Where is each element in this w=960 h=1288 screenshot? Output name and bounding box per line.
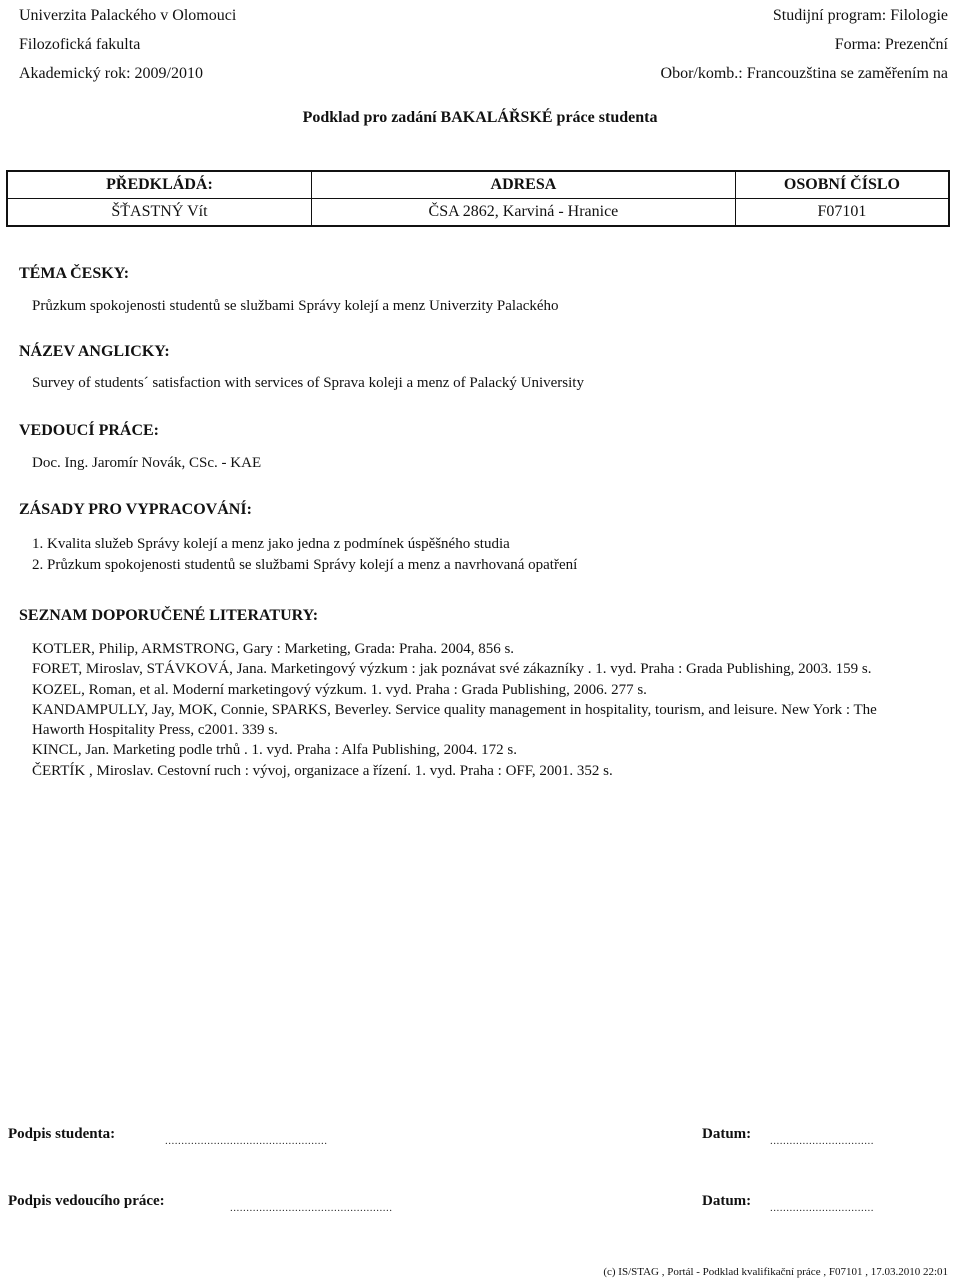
info-table-value-row bbox=[7, 199, 949, 227]
student-date-line: ................................ bbox=[770, 1135, 874, 1147]
faculty-name: Filozofická fakulta bbox=[19, 36, 141, 53]
header-submitter: PŘEDKLÁDÁ: bbox=[7, 171, 311, 199]
info-table-header-row bbox=[7, 171, 949, 199]
supervisor-date-label: Datum: bbox=[702, 1193, 752, 1209]
university-name: Univerzita Palackého v Olomouci bbox=[19, 7, 237, 24]
topic-en-text: Survey of students´ satisfaction with services of Sprava koleji a menz of Palacký University bbox=[32, 375, 584, 391]
student-signature-label: Podpis studenta: bbox=[8, 1126, 116, 1142]
personal-number: F07101 bbox=[735, 199, 949, 227]
supervisor-signature-line: .................................................. bbox=[230, 1202, 393, 1214]
supervisor-date-line: ................................ bbox=[770, 1202, 874, 1214]
supervisor-heading: VEDOUCÍ PRÁCE: bbox=[19, 422, 159, 439]
literature-list: KOTLER, Philip, ARMSTRONG, Gary : Marketing, Grada: Praha. 2004, 856 s. FORET, Miroslav, STÁVKOVÁ, Jana. Marketingový výzkum : jak poznávat své zákazníky . 1. vyd. Praha : Grada Publishing, 2003. 159 s. KOZEL, Roman, et al. Moderní marketingový výzkum. 1. vyd. Praha : Grada Publishing, 2006. 277 s. KANDAMPULLY, Jay, MOK, Connie, SPARKS, Beverley. Service quality management in hospitality, tourism, and leisure. New York : The Haworth Hospitality Press, c2001. 339 s. KINCL, Jan. Marketing podle trhů . 1. vyd. Praha : Alfa Publishing, 2004. 172 s. ČERTÍK , Miroslav. Cestovní ruch : vývoj, organizace a řízení. 1. vyd. Praha : OFF, 2001. 352 s. bbox=[32, 641, 877, 779]
principles-heading: ZÁSADY PRO VYPRACOVÁNÍ: bbox=[19, 501, 252, 518]
academic-year: Akademický rok: 2009/2010 bbox=[19, 65, 203, 82]
submitter-name: ŠŤASTNÝ Vít bbox=[7, 199, 311, 227]
student-signature-line: .................................................. bbox=[165, 1135, 328, 1147]
student-address: ČSA 2862, Karviná - Hranice bbox=[311, 199, 735, 227]
page-title: Podklad pro zadání BAKALÁŘSKÉ práce studenta bbox=[302, 109, 658, 126]
supervisor-text: Doc. Ing. Jaromír Novák, CSc. - KAE bbox=[32, 455, 262, 471]
footer-text: (c) IS/STAG , Portál - Podklad kvalifikační práce , F07101 , 17.03.2010 22:01 bbox=[603, 1266, 948, 1278]
study-form: Forma: Prezenční bbox=[834, 36, 948, 53]
topic-cz-text: Průzkum spokojenosti studentů se službami Správy kolejí a menz Univerzity Palackého bbox=[32, 298, 559, 314]
topic-cz-heading: TÉMA ČESKY: bbox=[19, 265, 130, 282]
study-branch: Obor/komb.: Francouzština se zaměřením na bbox=[660, 65, 948, 82]
header-personal-number: OSOBNÍ ČÍSLO bbox=[735, 171, 949, 199]
principles-item-2: 2. Průzkum spokojenosti studentů se službami Správy kolejí a menz a navrhovaná opatření bbox=[32, 557, 578, 573]
student-date-label: Datum: bbox=[702, 1126, 752, 1142]
literature-heading: SEZNAM DOPORUČENÉ LITERATURY: bbox=[19, 607, 319, 624]
student-info-table bbox=[6, 170, 950, 227]
topic-en-heading: NÁZEV ANGLICKY: bbox=[19, 343, 170, 360]
supervisor-signature-label: Podpis vedoucího práce: bbox=[8, 1193, 165, 1209]
header-address: ADRESA bbox=[311, 171, 735, 199]
principles-item-1: 1. Kvalita služeb Správy kolejí a menz jako jedna z podmínek úspěšného studia bbox=[32, 536, 510, 552]
study-program: Studijní program: Filologie bbox=[772, 7, 948, 24]
